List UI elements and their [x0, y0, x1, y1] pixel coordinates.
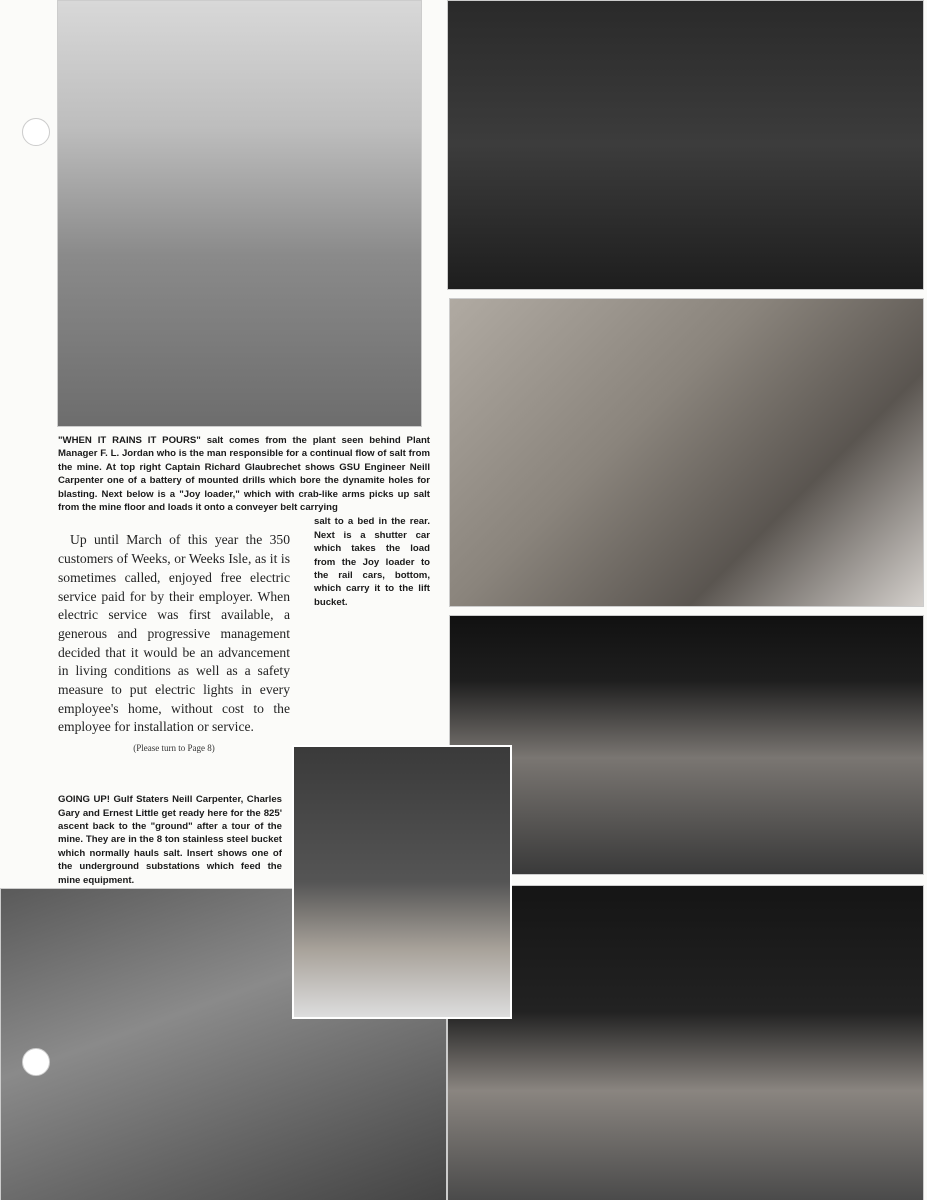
text-column [58, 434, 430, 887]
article-body: Up until March of this year the 350 customers of Weeks, or Weeks Isle, as it is sometimes called, enjoyed free electric service paid for by their employer. When electric service was first available, a generous and progressive management decided that it would be an advancement in living conditions as well as a safety measure to put electric lights in every employee's home, without cost to the employee for installation or service. [58, 532, 290, 735]
photo-rail-cars [447, 885, 924, 1200]
caption-top-continued: salt to a bed in the rear. Next is a shutter car which takes the load from the Joy loader to the rail cars, bottom, which carry it to the lift bucket. [314, 516, 430, 608]
text-row [58, 515, 430, 887]
caption-bottom: GOING UP! Gulf Staters Neill Carpenter, Charles Gary and Ernest Little get ready here for the 825' ascent back to the "ground" after a tour of the mine. They are in the 8 ton stainless steel bucket which normally hauls salt. Insert shows one of the underground substations which feed the mine equipment. [58, 794, 282, 886]
photo-joy-loader [449, 298, 924, 607]
article-column [58, 531, 290, 887]
continued-note: (Please turn to Page 8) [133, 743, 215, 754]
caption-top: "WHEN IT RAINS IT POURS" salt comes from the plant seen behind Plant Manager F. L. Jordan who is the man responsible for a continual flow of salt from the mine. At top right Captain Richard Glaubrechet shows GSU Engineer Neill Carpenter one of a battery of mounted drills which bore the dynamite holes for blasting. Next below is a "Joy loader," which with crab-like arms picks up salt from the mine floor and loads it onto a conveyer belt carrying [58, 435, 430, 514]
binder-hole [22, 118, 50, 146]
photo-mounted-drills [447, 0, 924, 290]
photo-plant-manager [57, 0, 422, 427]
photo-shuttle-car [449, 615, 924, 875]
binder-hole [22, 1048, 50, 1076]
